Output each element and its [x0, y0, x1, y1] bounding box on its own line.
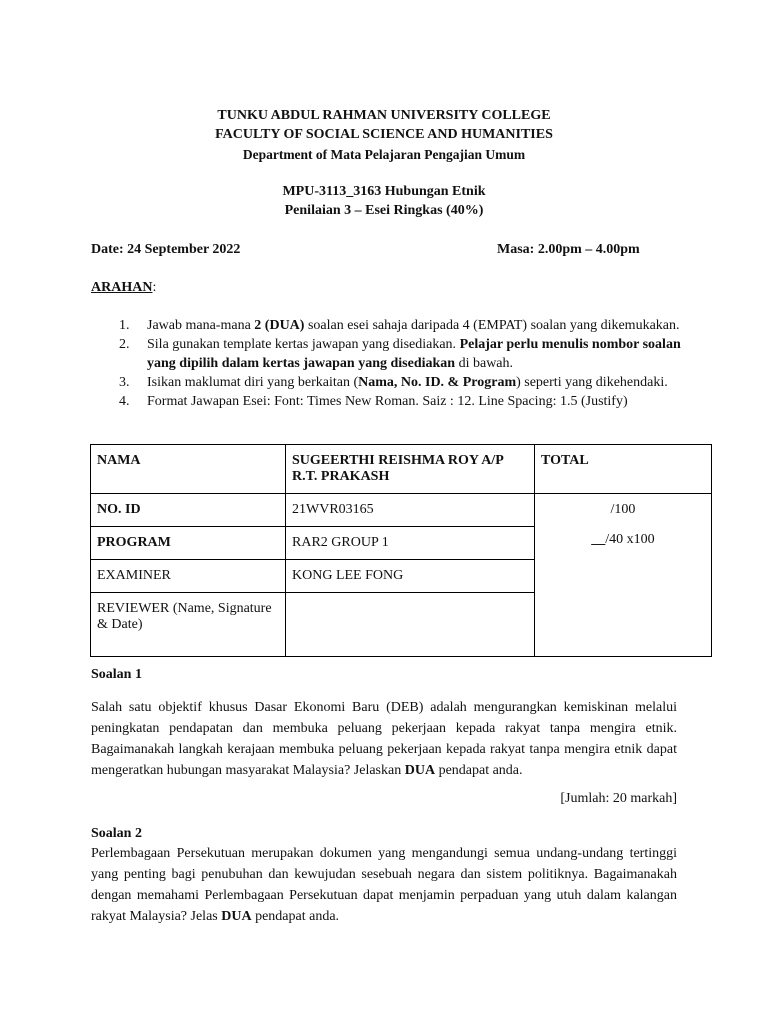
instructions-heading: ARAHAN:: [91, 280, 157, 295]
score-100: /100: [610, 502, 636, 517]
student-info-table: [90, 444, 712, 657]
soalan-2-text: Perlembagaan Persekutuan merupakan dokumen yang mengandungi semua undang-undang tertinggi yang penting bagi penubuhan dan kewujudan sesebuah negara dan sistem politiknya. Bagaimanakah dengan memahami Perlembagaan Persekutuan dapat menjamin perpaduan yang utuh dalam kalangan rakyat Malaysia? Jelas DUA pendapat anda.: [91, 846, 677, 924]
exam-date: Date: 24 September 2022: [91, 242, 241, 257]
instruction-item: 1. Jawab mana-mana 2 (DUA) soalan esei sahaja daripada 4 (EMPAT) soalan yang dikemukakan.: [119, 318, 680, 333]
soalan-1-title: Soalan 1: [91, 667, 142, 682]
total-label: TOTAL: [535, 445, 712, 494]
total-score-cell: [535, 494, 712, 657]
assessment-title: Penilaian 3 – Esei Ringkas (40%): [284, 203, 484, 218]
examiner-label: EXAMINER: [91, 560, 286, 593]
instructions-list: [91, 316, 691, 411]
university-name: TUNKU ABDUL RAHMAN UNIVERSITY COLLEGE: [217, 108, 551, 123]
nama-value: SUGEERTHI REISHMA ROY A/P R.T. PRAKASH: [286, 445, 535, 494]
instruction-item: 2. Sila gunakan template kertas jawapan yang disediakan. Pelajar perlu menulis nombor soalan yang dipilih dalam kertas jawapan yang disediakan di bawah.: [119, 337, 681, 371]
soalan-2-title: Soalan 2: [91, 826, 142, 841]
program-label: PROGRAM: [91, 527, 286, 560]
program-value: RAR2 GROUP 1: [286, 527, 535, 560]
faculty-name: FACULTY OF SOCIAL SCIENCE AND HUMANITIES: [215, 127, 553, 142]
exam-time: Masa: 2.00pm – 4.00pm: [497, 242, 640, 257]
examiner-value: KONG LEE FONG: [286, 560, 535, 593]
score-40: __/40 x100: [591, 532, 655, 547]
department-name: Department of Mata Pelajaran Pengajian Umum: [242, 147, 526, 162]
instruction-item: 4. Format Jawapan Esei: Font: Times New Roman. Saiz : 12. Line Spacing: 1.5 (Justify): [119, 394, 628, 409]
id-label: NO. ID: [91, 494, 286, 527]
id-value: 21WVR03165: [286, 494, 535, 527]
reviewer-value: [286, 593, 535, 657]
reviewer-label: REVIEWER (Name, Signature & Date): [91, 593, 286, 657]
nama-label: NAMA: [91, 445, 286, 494]
soalan-1-text: Salah satu objektif khusus Dasar Ekonomi Baru (DEB) adalah mengurangkan kemiskinan melalui peningkatan pendapatan dan membuka peluang pekerjaan kepada rakyat tanpa mengira etnik. Bagaimanakah langkah kerajaan membuka peluang pekerjaan kepada rakyat tanpa mengira etnik dapat mengeratkan hubungan masyarakat Malaysia? Jelaskan DUA pendapat anda.: [91, 700, 677, 778]
course-title: MPU-3113_3163 Hubungan Etnik: [282, 184, 486, 199]
instruction-item: 3. Isikan maklumat diri yang berkaitan (Nama, No. ID. & Program) seperti yang dikehendaki.: [119, 375, 668, 390]
soalan-1-marks: [Jumlah: 20 markah]: [560, 791, 677, 806]
